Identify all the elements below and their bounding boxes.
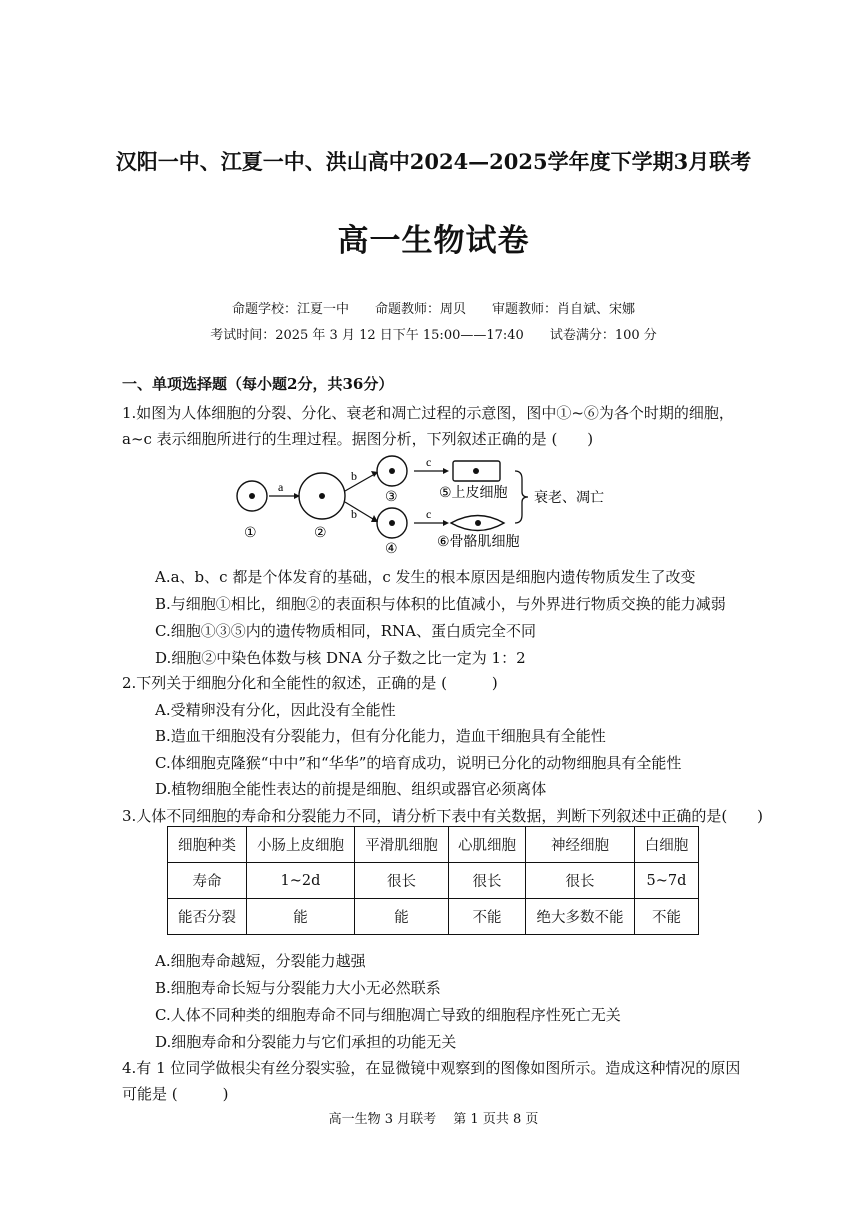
q1-option-a: A.a、b、c 都是个体发育的基础，c 发生的根本原因是细胞内遗传物质发生了改变 — [155, 568, 696, 586]
label-a: a — [278, 480, 284, 494]
label-c-lower: c — [426, 507, 432, 521]
label-muscle: ⑥骨骼肌细胞 — [437, 534, 520, 550]
label-cell-1: ① — [244, 525, 257, 541]
label-fate: 衰老、凋亡 — [534, 490, 604, 506]
brace — [515, 471, 528, 523]
table-cell: 绝大多数不能 — [526, 899, 635, 935]
table-cell: 很长 — [355, 863, 449, 899]
q1-option-c: C.细胞①③⑤内的遗传物质相同，RNA、蛋白质完全不同 — [155, 622, 536, 640]
q3-option-a: A.细胞寿命越短，分裂能力越强 — [155, 952, 366, 970]
table-cell: 神经细胞 — [526, 827, 635, 863]
table-cell: 1~2d — [247, 863, 355, 899]
section-heading: 一、单项选择题（每小题2分，共36分） — [122, 375, 394, 393]
table-header-row — [168, 827, 699, 863]
q2-option-d: D.植物细胞全能性表达的前提是细胞、组织或器官必须离体 — [155, 780, 547, 798]
q1-option-b: B.与细胞①相比，细胞②的表面积与体积的比值减小，与外界进行物质交换的能力减弱 — [155, 595, 726, 613]
table-cell: 寿命 — [168, 863, 247, 899]
exam-subtitle: 高一生物试卷 — [337, 223, 530, 259]
table-cell: 小肠上皮细胞 — [247, 827, 355, 863]
table-cell: 白细胞 — [635, 827, 699, 863]
label-cell-3: ③ — [385, 489, 398, 505]
label-cell-2: ② — [314, 525, 327, 541]
q2-option-c: C.体细胞克隆猴“中中”和“华华”的培育成功，说明已分化的动物细胞具有全能性 — [155, 754, 682, 772]
q4-stem-line1: 4.有 1 位同学做根尖有丝分裂实验，在显微镜中观察到的图像如图所示。造成这种情况的原因 — [122, 1059, 741, 1077]
table-cell: 很长 — [526, 863, 635, 899]
cell-lifespan-table — [167, 826, 699, 935]
table-cell: 心肌细胞 — [449, 827, 526, 863]
table-cell: 不能 — [635, 899, 699, 935]
q1-option-d: D.细胞②中染色体数与核 DNA 分子数之比一定为 1：2 — [155, 649, 526, 667]
q4-stem-line2: 可能是 ( ) — [122, 1085, 229, 1103]
exam-meta-line1: 命题学校：江夏一中 命题教师：周贝 审题教师：肖自斌、宋娜 — [231, 302, 635, 317]
table-row — [168, 899, 699, 935]
table-cell: 5~7d — [635, 863, 699, 899]
q2-stem: 2.下列关于细胞分化和全能性的叙述，正确的是 ( ) — [122, 674, 498, 692]
q3-option-c: C.人体不同种类的细胞寿命不同与细胞凋亡导致的细胞程序性死亡无关 — [155, 1006, 621, 1024]
table-row — [168, 863, 699, 899]
q2-option-b: B.造血干细胞没有分裂能力，但有分化能力，造血干细胞具有全能性 — [155, 727, 606, 745]
q1-stem-line2: a~c 表示细胞所进行的生理过程。据图分析，下列叙述正确的是 ( ) — [122, 430, 594, 448]
table-cell: 细胞种类 — [168, 827, 247, 863]
exam-meta-line2: 考试时间：2025 年 3 月 12 日下午 15:00——17:40 试卷满分：100 分 — [210, 328, 657, 343]
table-cell: 不能 — [449, 899, 526, 935]
page-footer: 高一生物 3 月联考 第 1 页共 8 页 — [328, 1112, 539, 1127]
table-cell: 能 — [247, 899, 355, 935]
cell-process-diagram — [232, 453, 632, 558]
q2-option-a: A.受精卵没有分化，因此没有全能性 — [155, 701, 396, 719]
q3-option-b: B.细胞寿命长短与分裂能力大小无必然联系 — [155, 979, 441, 997]
label-b-lower: b — [351, 507, 357, 521]
q3-option-d: D.细胞寿命和分裂能力与它们承担的功能无关 — [155, 1033, 457, 1051]
label-cell-4: ④ — [385, 541, 398, 557]
table-cell: 能否分裂 — [168, 899, 247, 935]
q1-stem-line1: 1.如图为人体细胞的分裂、分化、衰老和凋亡过程的示意图，图中①~⑥为各个时期的细胞， — [122, 404, 734, 422]
label-epithelial: ⑤上皮细胞 — [439, 485, 508, 501]
table-cell: 很长 — [449, 863, 526, 899]
label-c-upper: c — [426, 455, 432, 469]
table-cell: 能 — [355, 899, 449, 935]
label-b-upper: b — [351, 469, 357, 483]
q3-stem: 3.人体不同细胞的寿命和分裂能力不同，请分析下表中有关数据，判断下列叙述中正确的是( ) — [122, 807, 764, 825]
table-cell: 平滑肌细胞 — [355, 827, 449, 863]
exam-title: 汉阳一中、江夏一中、洪山高中2024—2025学年度下学期3月联考 — [115, 149, 752, 174]
